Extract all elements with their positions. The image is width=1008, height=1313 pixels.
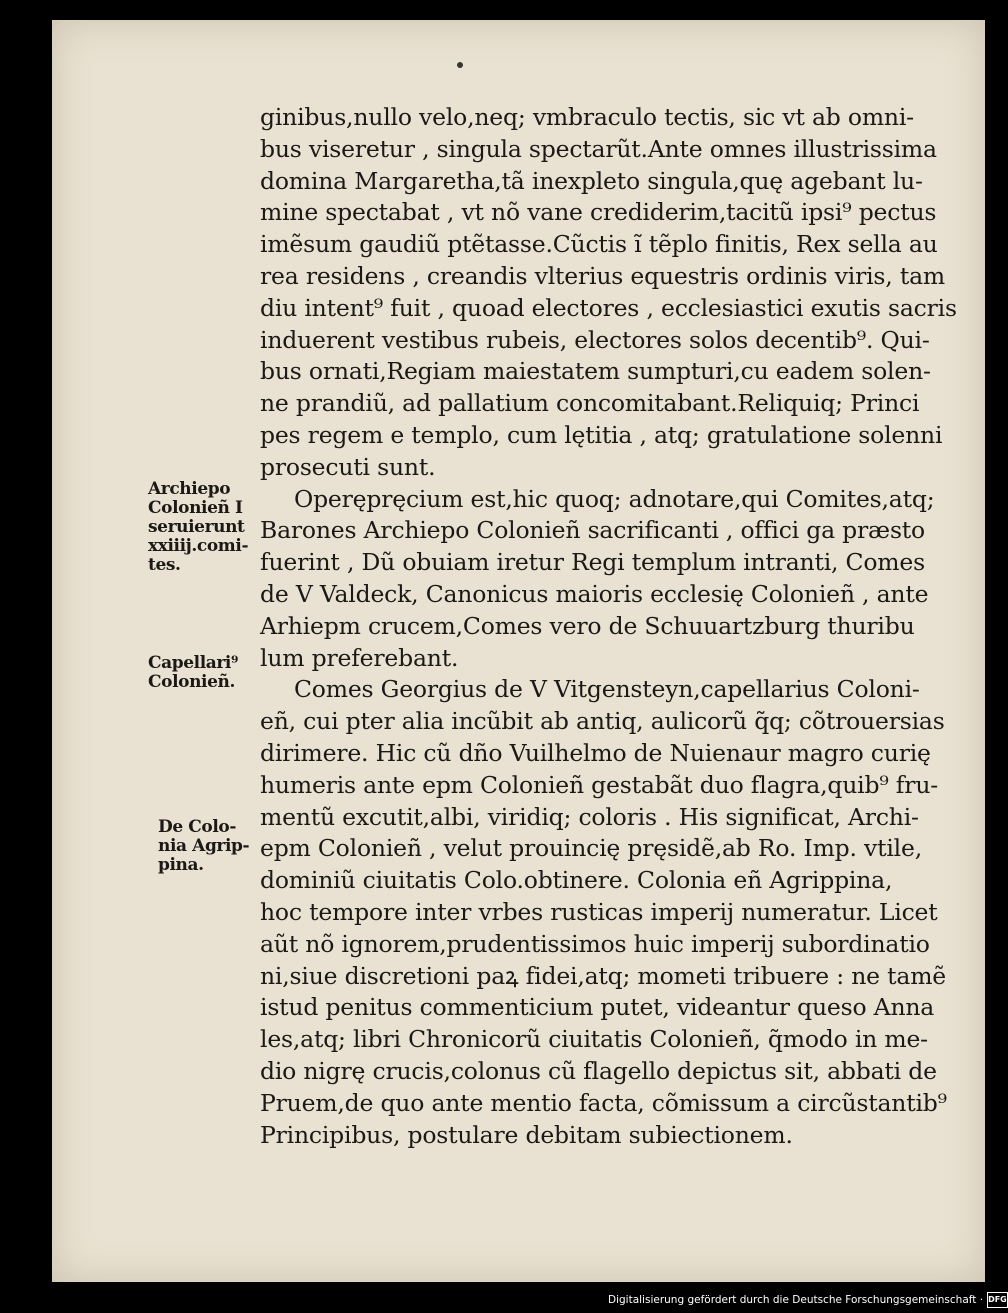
text-line: pes regem e templo, cum lętitia , atq; gratulatione solenni: [260, 420, 943, 449]
text-line: Barones Archiepo Colonieñ sacrificanti , offici ga præsto: [260, 516, 925, 545]
text-line: bus viseretur , singula spectarũt.Ante omnes illustrissima: [260, 134, 937, 163]
margin-note-line: pina.: [158, 855, 204, 875]
footer-credit: [608, 1290, 1007, 1310]
margin-note-line: Archiepo: [148, 479, 231, 499]
text-line: mine spectabat , vt nõ vane crediderim,tacitũ ipsi⁹ pectus: [260, 198, 937, 227]
text-line: Comes Georgius de V Vitgensteyn,capellarius Coloni-: [294, 675, 920, 704]
text-line: bus ornati,Regiam maiestatem sumpturi,cu eadem solen-: [260, 357, 931, 386]
text-line: ne prandiũ, ad pallatium concomitabant.Reliquiq; Princi: [260, 389, 920, 418]
text-line: les,atq; libri Chronicorũ ciuitatis Colonieñ, q̃modo in me-: [260, 1025, 928, 1054]
main-text-block: [260, 102, 960, 1151]
footer-text: Digitalisierung gefördert durch die Deutsche Forschungsgemeinschaft ·: [608, 1294, 984, 1306]
text-line: induerent vestibus rubeis, electores solos decentib⁹. Qui-: [260, 325, 930, 354]
ink-dot: [457, 62, 463, 68]
text-line: prosecuti sunt.: [260, 452, 436, 481]
text-line: dirimere. Hic cũ dño Vuilhelmo de Nuienaur magro curię: [260, 738, 931, 767]
text-line: hoc tempore inter vrbes rusticas imperij numeratur. Licet: [260, 897, 938, 926]
text-line: mentũ excutit,albi, viridiq; coloris . His significat, Archi-: [260, 802, 919, 831]
margin-note-archbishop: [148, 480, 248, 575]
text-line: humeris ante epm Colonieñ gestabãt duo flagra,quib⁹ fru-: [260, 770, 939, 799]
margin-note-line: Colonieñ I: [148, 498, 243, 518]
text-line: istud penitus commenticium putet, videantur queso Anna: [260, 993, 935, 1022]
text-line: eñ, cui pter alia incũbit ab antiq, aulicorũ q̃q; cõtrouersias: [260, 707, 945, 736]
margin-note-line: Colonieñ.: [148, 672, 235, 692]
dfg-logo: DFG: [987, 1292, 1008, 1308]
text-line: lum preferebant.: [260, 643, 459, 672]
text-line: ginibus,nullo velo,neq; vmbraculo tectis, sic vt ab omni-: [260, 103, 914, 131]
text-line: de V Valdeck, Canonicus maioris ecclesię Colonieñ , ante: [260, 579, 929, 608]
margin-note-line: Capellari⁹: [148, 653, 239, 673]
text-line: dio nigrę crucis,colonus cũ flagello depictus sit, abbati de: [260, 1056, 937, 1085]
book-page: [52, 20, 985, 1282]
margin-note-line: De Colo-: [158, 817, 236, 837]
margin-note-line: seruierunt: [148, 517, 245, 537]
text-line: ni,siue discretioni paꝝ fidei,atq; mometi tribuere : ne tamẽ: [260, 961, 946, 990]
text-line: imẽsum gaudiũ ptẽtasse.Cũctis ĩ tẽplo finitis, Rex sella au: [260, 230, 938, 259]
text-line: fuerint , Dũ obuiam iretur Regi templum intranti, Comes: [260, 548, 925, 577]
text-line: Arhiepm crucem,Comes vero de Schuuartzburg thuribu: [260, 611, 915, 640]
text-line: aũt nõ ignorem,prudentissimos huic imperij subordinatio: [260, 929, 930, 958]
text-line: domina Margaretha,tã inexpleto singula,quę agebant lu-: [260, 166, 923, 195]
text-line: rea residens , creandis vlterius equestris ordinis viris, tam: [260, 261, 945, 290]
margin-note-line: nia Agrip-: [158, 836, 250, 856]
text-line: epm Colonieñ , velut prouincię pręsidẽ,ab Ro. Imp. vtile,: [260, 834, 922, 863]
margin-note-capellarius: [148, 654, 238, 692]
margin-note-colonia-agrippina: [158, 818, 249, 875]
margin-note-line: xxiiij.comi-: [148, 536, 249, 556]
text-line: Operępręcium est,hic quoq; adnotare,qui Comites,atq;: [294, 484, 935, 513]
text-line: diu intent⁹ fuit , quoad electores , ecclesiastici exutis sacris: [260, 293, 957, 322]
text-line: Pruem,de quo ante mentio facta, cõmissum a circũstantib⁹: [260, 1088, 947, 1117]
text-line: Principibus, postulare debitam subiectionem.: [260, 1120, 793, 1149]
text-line: dominiũ ciuitatis Colo.obtinere. Colonia eñ Agrippina,: [260, 866, 893, 895]
margin-note-line: tes.: [148, 555, 181, 575]
